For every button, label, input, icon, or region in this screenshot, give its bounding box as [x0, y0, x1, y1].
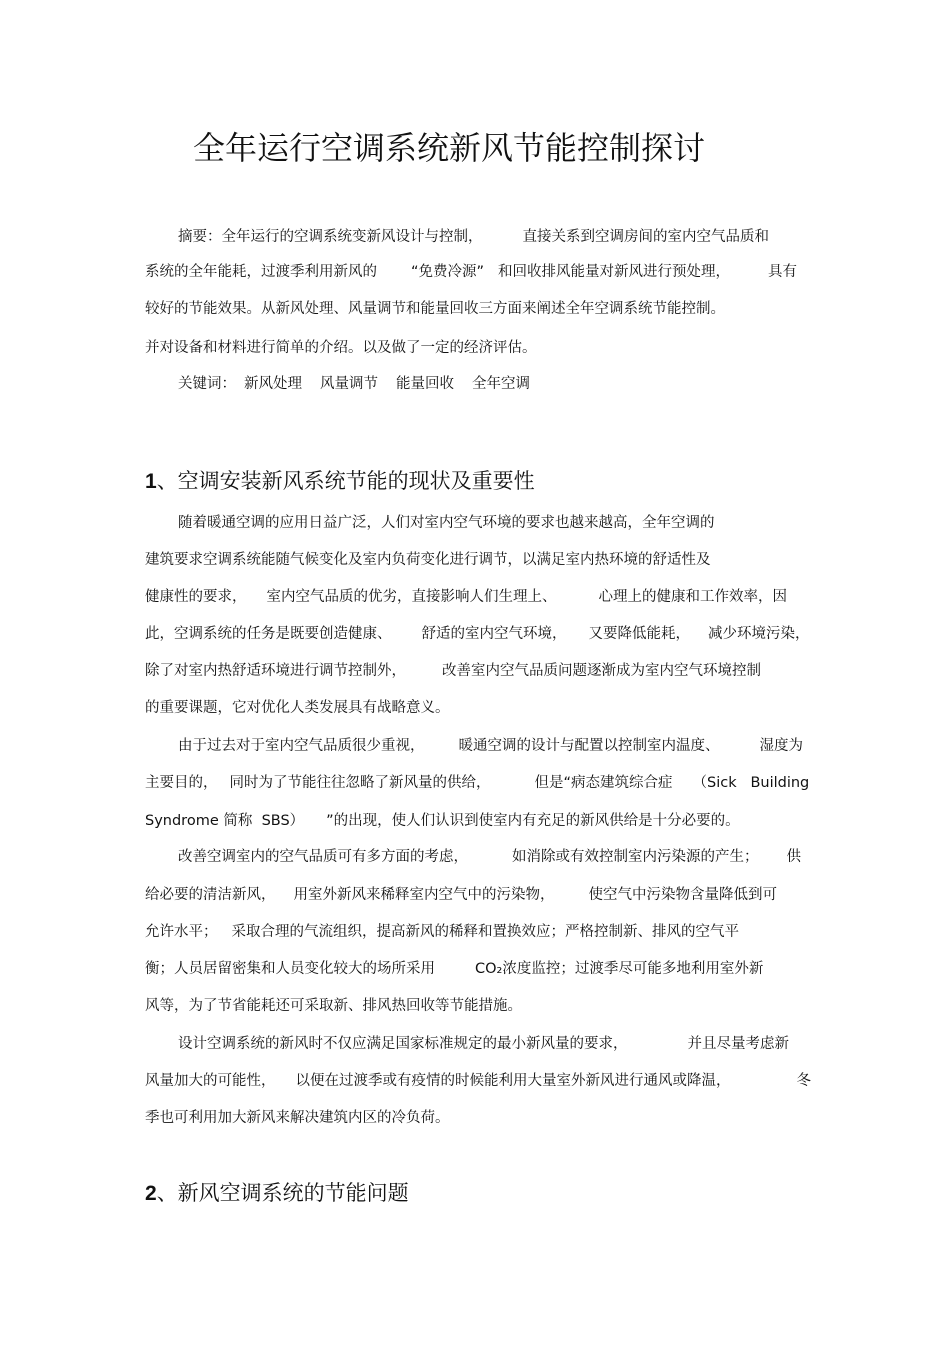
- body-text: 以便在过渡季或有疫情的时候能利用大量室外新风进行通风或降温，: [295, 1073, 731, 1089]
- body-text: 冬: [796, 1073, 811, 1089]
- abstract-text: 具有: [768, 264, 798, 280]
- body-text: 心理上的健康和工作效率，因: [598, 589, 787, 605]
- s1-p3-line-1: [178, 847, 801, 867]
- section-1-heading: [145, 467, 535, 496]
- body-text: 减少环境污染，: [708, 626, 810, 642]
- body-text: 由于过去对于室内空气品质很少重视，: [178, 738, 425, 754]
- s1-p3-line-2: [145, 885, 777, 905]
- body-text: 设计空调系统的新风时不仅应满足国家标准规定的最小新风量的要求，: [178, 1036, 628, 1052]
- s1-p2-line-1: [178, 736, 803, 756]
- s1-p1-line-2: [145, 550, 711, 570]
- s1-p3-line-3: [145, 922, 739, 942]
- body-text: 舒适的室内空气环境，: [421, 626, 567, 642]
- body-text: 建筑要求空调系统能随气候变化及室内负荷变化进行调节，以满足室内热环境的舒适性及: [145, 552, 711, 568]
- body-text: 使空气中污染物含量降低到可: [588, 887, 777, 903]
- section-2-heading: [145, 1179, 409, 1208]
- section-title: 、新风空调系统的节能问题: [156, 1181, 409, 1205]
- keywords-line: [178, 374, 530, 394]
- body-text: 采取合理的气流组织，提高新风的稀释和置换效应；严格控制新、排风的空气平: [231, 924, 739, 940]
- body-text: Syndrome 简称 SBS）: [145, 813, 305, 829]
- s1-p1-line-5: [145, 661, 761, 681]
- body-text: 衡；人员居留密集和人员变化较大的场所采用: [145, 961, 435, 977]
- abstract-line-2: [145, 262, 797, 282]
- body-text: 用室外新风来稀释室内空气中的污染物，: [293, 887, 555, 903]
- section-number: 1: [145, 470, 157, 493]
- s1-p4-line-3: [145, 1108, 450, 1128]
- body-text: 如消除或有效控制室内污染源的产生；: [512, 849, 759, 865]
- abstract-line-4: 并对设备和材料进行简单的介绍。以及做了一定的经济评估。: [145, 340, 537, 356]
- body-text: 又要降低能耗，: [588, 626, 690, 642]
- abstract-text: 摘要：全年运行的空调系统变新风设计与控制，: [178, 229, 483, 245]
- s1-p1-line-4: [145, 624, 810, 644]
- s1-p2-line-3: [145, 811, 740, 831]
- body-text: 季也可利用加大新风来解决建筑内区的冷负荷。: [145, 1110, 450, 1126]
- section-title: 、空调安装新风系统节能的现状及重要性: [156, 469, 535, 493]
- abstract-text: 和回收排风能量对新风进行预处理，: [498, 264, 731, 280]
- keywords-label: 关键词：: [178, 376, 236, 392]
- s1-p1-line-6: [145, 698, 450, 718]
- s1-p2-line-2: [145, 773, 809, 793]
- body-text: 供: [786, 849, 801, 865]
- body-text: 给必要的清洁新风，: [145, 887, 276, 903]
- body-text: 随着暖通空调的应用日益广泛，人们对室内空气环境的要求也越来越高，全年空调的: [178, 515, 715, 531]
- keyword: 全年空调: [472, 376, 530, 392]
- body-text: 同时为了节能往往忽略了新风量的供给，: [229, 775, 491, 791]
- body-text: 主要目的，: [145, 775, 218, 791]
- s1-p4-line-2: [145, 1071, 811, 1091]
- body-text: 的重要课题，它对优化人类发展具有战略意义。: [145, 700, 450, 716]
- body-text: 风等，为了节省能耗还可采取新、排风热回收等节能措施。: [145, 998, 522, 1014]
- body-text: 改善空调室内的空气品质可有多方面的考虑，: [178, 849, 468, 865]
- body-text: 此，空调系统的任务是既要创造健康、: [145, 626, 392, 642]
- body-text: ”的出现，使人们认识到使室内有充足的新风供给是十分必要的。: [326, 813, 740, 829]
- body-text: 健康性的要求，: [145, 589, 247, 605]
- body-text: 暖通空调的设计与配置以控制室内温度、: [458, 738, 720, 754]
- keyword: 新风处理: [244, 376, 302, 392]
- document-title: 全年运行空调系统新风节能控制探讨: [193, 129, 706, 167]
- s1-p1-line-3: [145, 587, 787, 607]
- body-text: （Sick Building: [692, 775, 810, 791]
- abstract-quote: “免费冷源”: [411, 264, 485, 280]
- abstract-line-3: 较好的节能效果。从新风处理、风量调节和能量回收三方面来阐述全年空调系统节能控制。: [145, 301, 725, 317]
- s1-p3-line-5: [145, 996, 522, 1016]
- s1-p1-line-1: [178, 513, 715, 533]
- body-text: 并且尽量考虑新: [687, 1036, 789, 1052]
- body-text: 风量加大的可能性，: [145, 1073, 276, 1089]
- keyword: 能量回收: [396, 376, 454, 392]
- body-text: 湿度为: [759, 738, 803, 754]
- keyword: 风量调节: [320, 376, 378, 392]
- abstract-text: 直接关系到空调房间的室内空气品质和: [522, 229, 769, 245]
- abstract-line-1: [178, 227, 769, 247]
- body-text: 允许水平；: [145, 924, 218, 940]
- body-text: 但是“病态建筑综合症: [534, 775, 673, 791]
- body-text: CO₂浓度监控；过渡季尽可能多地利用室外新: [475, 961, 764, 977]
- abstract-text: 系统的全年能耗，过渡季利用新风的: [145, 264, 377, 280]
- s1-p4-line-1: [178, 1034, 789, 1054]
- body-text: 改善室内空气品质问题逐渐成为室内空气环境控制: [442, 663, 761, 679]
- s1-p3-line-4: [145, 959, 763, 979]
- body-text: 除了对室内热舒适环境进行调节控制外，: [145, 663, 406, 679]
- section-number: 2: [145, 1182, 157, 1205]
- body-text: 室内空气品质的优劣，直接影响人们生理上、: [266, 589, 557, 605]
